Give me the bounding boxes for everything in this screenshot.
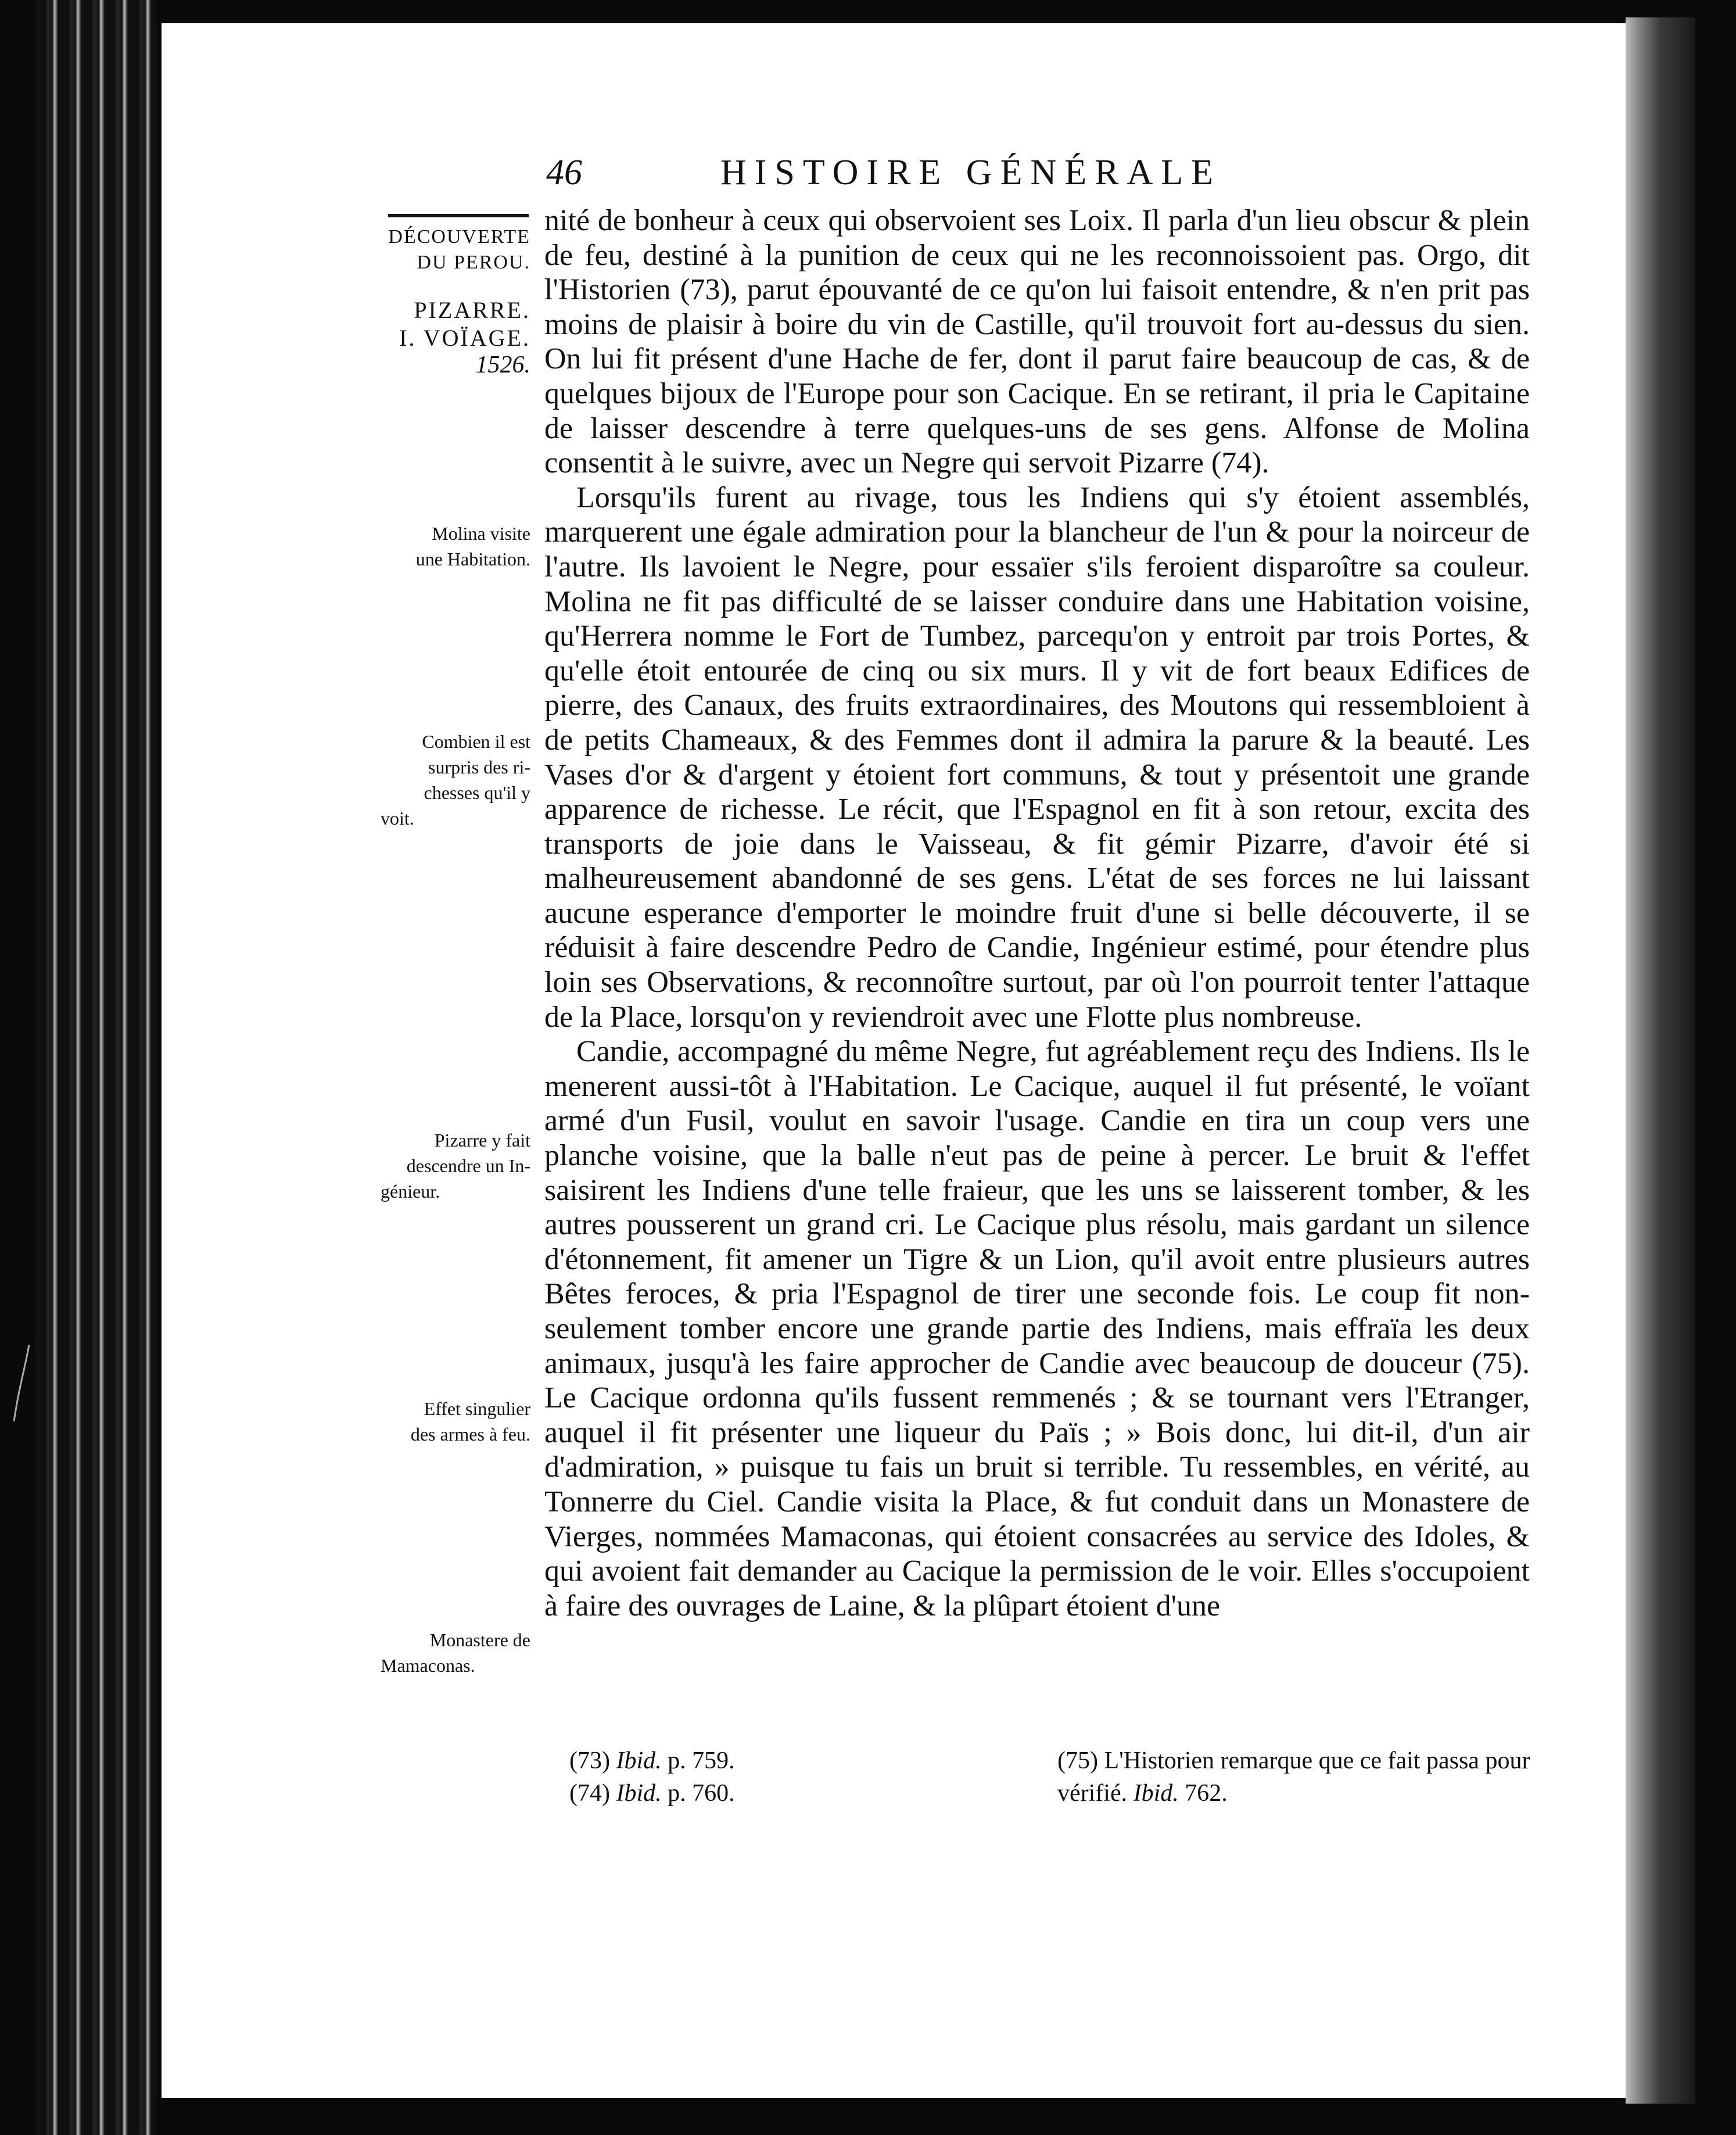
paragraph: nité de bonheur à ceux qui observoient ses Loix. Il parla d'un lieu obscur & plein de feu, destiné à la punition de ceux qui ne les reconnoissoient pas. Orgo, dit l'Historien (73), parut épouvanté de ce qu'on lui faisoit entendre, & n'en prit pas moins de plaisir à boire du vin de Castille, qu'il trouvoit fort au-dessus du sien. On lui fit présent d'une Hache de fer, dont il parut faire beaucoup de cas, & de quelques bijoux de l'Europe pour son Cacique. En se retirant, il pria le Capitaine de laisser descendre à terre quelques-uns de ses gens. Alfonse de Molina consentit à le suivre, avec un Negre qui servoit Pizarre (74). bbox=[544, 204, 1530, 480]
margin-note-line: surpris des ri- bbox=[428, 757, 530, 778]
footnote-73 bbox=[569, 1744, 976, 1777]
footnote-text: L'Historien remarque que ce fait passa pour vérifié. bbox=[1057, 1747, 1530, 1807]
margin-rule bbox=[388, 214, 529, 217]
body-text bbox=[544, 203, 1530, 1623]
footnote-page: p. 759. bbox=[668, 1747, 735, 1774]
footnote-ref: Ibid. bbox=[616, 1780, 662, 1807]
footnote-ref: Ibid. bbox=[616, 1747, 662, 1774]
margin-note-line: PIZARRE. bbox=[414, 297, 530, 323]
margin-note-line: DÉCOUVERTE bbox=[388, 226, 530, 248]
footnote-number: (75) bbox=[1057, 1747, 1098, 1774]
footnote-page: p. 760. bbox=[668, 1780, 735, 1807]
margin-note-voyage bbox=[381, 296, 530, 378]
footnote-page: 762. bbox=[1185, 1780, 1228, 1807]
margin-note-line: une Habitation. bbox=[415, 549, 530, 569]
margin-note-line: chesses qu'il y bbox=[424, 782, 530, 803]
margin-note-combien bbox=[381, 729, 530, 831]
running-head bbox=[546, 152, 1534, 199]
margin-note-line: génieur. bbox=[381, 1181, 440, 1202]
footnote-ref: Ibid. bbox=[1133, 1780, 1179, 1807]
paragraph: Lorsqu'ils furent au rivage, tous les Indiens qui s'y étoient assemblés, marquerent une égale admiration pour la blancheur de l'un & pour la noirceur de l'autre. Ils lavoient le Negre, pour essaïer s'ils feroient disparoître sa couleur. Molina ne fit pas difficulté de se laisser conduire dans une Habitation voisine, qu'Herrera nomme le Fort de Tumbez, parcequ'on y entroit par trois Portes, & qu'elle étoit entourée de cinq ou six murs. Il y vit de fort beaux Edifices de pierre, des Canaux, des fruits extraordinaires, des Moutons qui ressembloient à de petits Chameaux, & des Femmes dont il admira la parure & la beauté. Les Vases d'or & d'argent y étoient fort communs, & tout y présentoit une grande apparence de richesse. Le récit, que l'Espagnol en fit à son retour, excita des transports de joie dans le Vaisseau, & fit gémir Pizarre, d'avoir été si malheureusement abandonné de ses gens. L'état de ses forces ne lui laissant aucune esperance d'emporter le moindre fruit d'une si belle découverte, il se réduisit à faire descendre Pedro de Candie, Ingénieur estimé, pour étendre plus loin ses Observations, & reconnoître surtout, par où l'on pourroit tenter l'attaque de la Place, lorsqu'on y reviendroit avec une Flotte plus nombreuse. bbox=[544, 481, 1530, 1034]
margin-note-line: Mamaconas. bbox=[381, 1655, 475, 1676]
footnote-74 bbox=[569, 1777, 976, 1810]
margin-note-section bbox=[381, 224, 530, 275]
margin-note-line: 1526. bbox=[475, 352, 530, 378]
footnotes-left-column bbox=[569, 1744, 976, 1810]
page-number: 46 bbox=[546, 153, 582, 192]
margin-note-effet bbox=[381, 1396, 530, 1447]
margin-pencil-mark bbox=[12, 1342, 33, 1424]
margin-note-line: voit. bbox=[381, 808, 414, 829]
book-gutter-edge bbox=[35, 0, 157, 2135]
running-head-title: HISTOIRE GÉNÉRALE bbox=[720, 153, 1221, 192]
margin-note-line: Pizarre y fait bbox=[434, 1130, 530, 1151]
margin-note-line: I. VOÏAGE. bbox=[399, 325, 530, 351]
footnote-number: (74) bbox=[569, 1780, 610, 1807]
margin-note-line: Effet singulier bbox=[424, 1398, 530, 1419]
book-fore-edge bbox=[1626, 17, 1695, 2104]
footnote-number: (73) bbox=[569, 1747, 610, 1774]
margin-note-pizarre bbox=[381, 1127, 530, 1204]
margin-note-line: Combien il est bbox=[422, 731, 530, 752]
margin-note-line: Molina visite bbox=[432, 523, 530, 544]
paragraph: Candie, accompagné du même Negre, fut agréablement reçu des Indiens. Ils le menerent aussi-tôt à l'Habitation. Le Cacique, auquel il fut présenté, le voïant armé d'un Fusil, voulut en savoir l'usage. Candie en tira un coup vers une planche voisine, que la balle n'eut pas de peine à percer. Le bruit & l'effet saisirent les Indiens d'une telle fraieur, que les uns se laisserent tomber, & les autres pousserent un grand cri. Le Cacique plus résolu, mais gardant un silence d'étonnement, fit amener un Tigre & un Lion, qu'il avoit entre plusieurs autres Bêtes feroces, & pria l'Espagnol de tirer une seconde fois. Le coup fit non-seulement tomber encore une grande partie des Indiens, mais effraïa les deux animaux, jusqu'à les faire approcher de Candie avec beaucoup de douceur (75). Le Cacique ordonna qu'ils fussent remmenés ; & se tournant vers l'Etranger, auquel il fit présenter une liqueur du Païs ; » Bois donc, lui dit-il, d'un air d'admiration, » puisque tu fais un bruit si terrible. Tu ressembles, en vérité, au Tonnerre du Ciel. Candie visita la Place, & fut conduit dans un Monastere de Vierges, nommées Mamaconas, qui étoient consacrées au service des Idoles, & qui avoient fait demander au Cacique la permission de le voir. Elles s'occupoient à faire des ouvrages de Laine, & la plûpart étoient d'une bbox=[544, 1035, 1530, 1622]
margin-note-molina bbox=[381, 521, 530, 572]
margin-note-line: DU PEROU. bbox=[417, 252, 530, 273]
margin-note-monastere bbox=[381, 1627, 530, 1678]
footnotes bbox=[569, 1744, 1534, 1814]
margin-note-line: Monastere de bbox=[429, 1629, 530, 1650]
margin-note-line: descendre un In- bbox=[406, 1155, 530, 1176]
footnote-75 bbox=[1057, 1744, 1540, 1810]
margin-note-line: des armes à feu. bbox=[410, 1424, 530, 1445]
